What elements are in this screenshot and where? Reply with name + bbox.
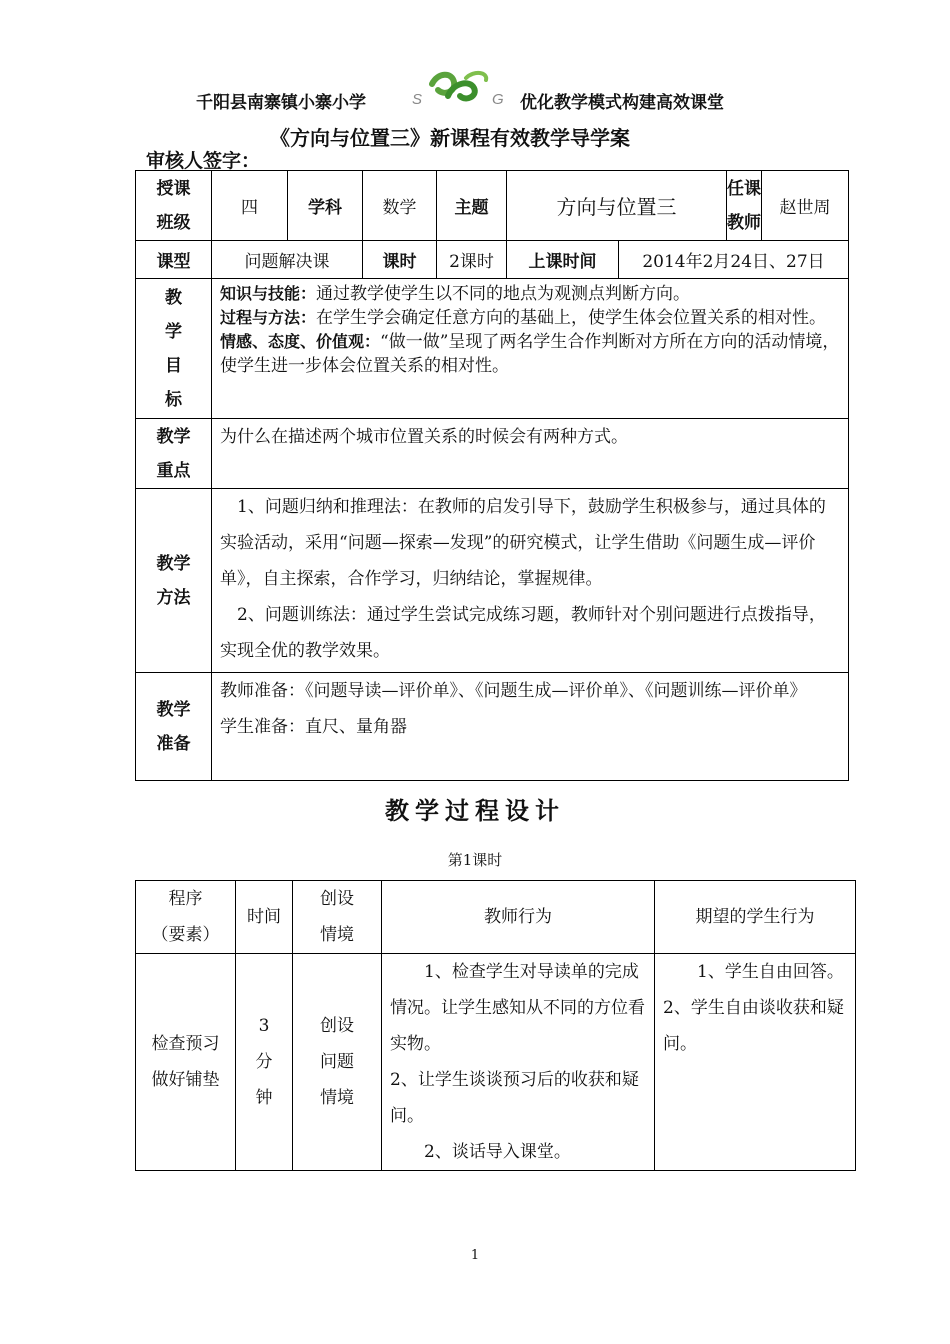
row-time <box>236 954 293 1171</box>
prep-label-line2: 准备 <box>156 733 191 754</box>
svg-text:S: S <box>412 91 423 108</box>
header-time: 时间 <box>236 881 293 954</box>
type-value: 问题解决课 <box>212 241 363 279</box>
row-scene-line: 问题 <box>320 1052 354 1072</box>
row-time-char: 分 <box>255 1052 273 1072</box>
header-student: 期望的学生行为 <box>655 881 856 954</box>
page-number: 1 <box>470 1248 480 1263</box>
logo-graphic <box>408 66 508 110</box>
class-value: 四 <box>212 171 288 241</box>
teacher-label <box>727 171 762 241</box>
row-scene-line: 情境 <box>320 1088 354 1108</box>
header-scene-line2: 情境 <box>320 925 354 945</box>
header-step-line1: 程序 <box>168 889 203 909</box>
reviewer-signature-label: 审核人签字： <box>146 150 261 172</box>
teacher-value: 赵世周 <box>762 171 849 241</box>
teacher-action-2: 2、让学生谈谈预习后的收获和疑问。 <box>390 1070 639 1126</box>
teacher-action-3: 2、谈话导入课堂。 <box>424 1142 571 1162</box>
goals-label <box>136 279 212 419</box>
method-paragraph-2: 2、问题训练法：通过学生尝试完成练习题，教师针对个别问题进行点拨指导，实现全优的教学效果。 <box>220 605 826 661</box>
student-prep: 学生准备：直尺、量角器 <box>220 717 407 737</box>
document-title: 《方向与位置三》新课程有效教学导学案 <box>270 126 630 150</box>
student-action-2: 2、学生自由谈收获和疑问。 <box>663 998 844 1054</box>
teacher-label-line2: 教师 <box>727 212 761 233</box>
key-point-label-line2: 重点 <box>156 460 191 481</box>
prep-label-line1: 教学 <box>156 699 191 720</box>
hours-value: 2课时 <box>437 241 507 279</box>
key-point-label <box>136 419 212 489</box>
header-scene <box>293 881 382 954</box>
key-point-label-line1: 教学 <box>156 426 191 447</box>
class-label-line1: 授课 <box>156 178 191 199</box>
goals-label-char: 学 <box>165 321 182 342</box>
knowledge-label: 知识与技能： <box>220 284 317 303</box>
emotion-label: 情感、态度、价值观： <box>220 332 381 351</box>
knowledge-text: 通过教学使学生以不同的地点为观测点判断方向。 <box>316 284 691 304</box>
emotion-text: “做一做”呈现了两名学生合作判断对方所在方向的活动情境，使学生进一步体会位置关系的相对性。 <box>220 332 840 376</box>
process-text: 在学生学会确定任意方向的基础上，使学生体会位置关系的相对性。 <box>316 308 827 328</box>
school-name: 千阳县南寨镇小寨小学 <box>196 93 366 113</box>
row-time-char: 钟 <box>255 1088 273 1108</box>
teacher-prep: 教师准备：《问题导读—评价单》、《问题生成—评价单》、《问题训练—评价单》 <box>220 681 807 701</box>
topic-label: 主题 <box>437 171 507 241</box>
row-scene <box>293 954 382 1171</box>
header-scene-line1: 创设 <box>320 889 354 909</box>
teacher-label-line1: 任课 <box>727 178 761 199</box>
school-logo <box>408 66 508 114</box>
goals-label-char: 教 <box>165 287 182 308</box>
time-label: 上课时间 <box>507 241 619 279</box>
process-table <box>135 880 856 1171</box>
row-scene-line: 创设 <box>320 1016 354 1036</box>
class-label <box>136 171 212 241</box>
subject-value: 数学 <box>363 171 437 241</box>
type-label: 课型 <box>136 241 212 279</box>
goals-label-char: 标 <box>165 389 182 410</box>
method-label <box>136 489 212 673</box>
method-label-line2: 方法 <box>156 587 191 608</box>
prep-label <box>136 673 212 781</box>
process-section-title: 教学过程设计 <box>385 797 565 825</box>
goals-content <box>212 279 849 419</box>
teacher-action-1: 1、检查学生对导读单的完成情况。让学生感知从不同的方位看实物。 <box>390 962 645 1054</box>
row-step-line2: 做好铺垫 <box>151 1070 220 1090</box>
slogan: 优化教学模式构建高效课堂 <box>520 93 724 113</box>
row-teacher-actions <box>382 954 655 1171</box>
row-student-actions <box>655 954 856 1171</box>
row-step-line1: 检查预习 <box>151 1034 220 1054</box>
prep-content <box>212 673 849 781</box>
time-value: 2014年2月24日、27日 <box>619 241 849 279</box>
lesson-number: 第1课时 <box>447 851 503 869</box>
lesson-info-table <box>135 170 849 781</box>
class-label-line2: 班级 <box>156 212 191 233</box>
row-time-char: 3 <box>258 1016 270 1036</box>
header-step <box>136 881 236 954</box>
method-paragraph-1: 1、问题归纳和推理法：在教师的启发引导下，鼓励学生积极参与，通过具体的实验活动，采用“问题—探索—发现”的研究模式，让学生借助《问题生成—评价单》，自主探索，合作学习，归纳结论，掌握规律。 <box>220 497 826 589</box>
subject-label: 学科 <box>288 171 363 241</box>
topic-value: 方向与位置三 <box>507 171 727 241</box>
header-step-line2: （要素） <box>151 925 220 945</box>
process-label: 过程与方法： <box>220 308 317 327</box>
hours-label: 课时 <box>363 241 437 279</box>
method-label-line1: 教学 <box>156 553 191 574</box>
student-action-1: 1、学生自由回答。 <box>697 962 844 982</box>
method-content <box>212 489 849 673</box>
key-point-text: 为什么在描述两个城市位置关系的时候会有两种方式。 <box>212 419 849 489</box>
row-step <box>136 954 236 1171</box>
svg-text:G: G <box>492 91 504 108</box>
goals-label-char: 目 <box>165 355 182 376</box>
header-teacher: 教师行为 <box>382 881 655 954</box>
